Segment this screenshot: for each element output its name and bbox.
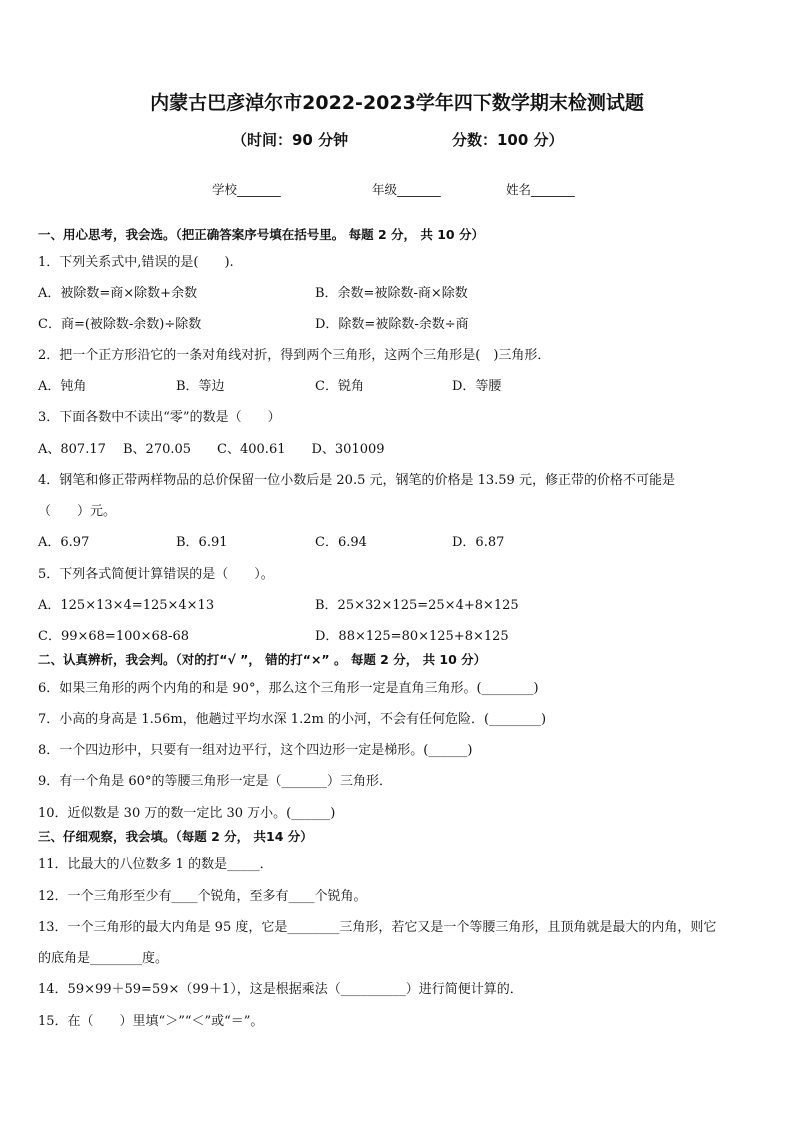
question-7: 7．小高的身高是 1.56m，他趟过平均水深 1.2m 的小河，不会有任何危险．(________): [38, 712, 547, 727]
question-13-continued: 的底角是________度。: [38, 951, 169, 966]
name-field: 姓名_______: [506, 182, 575, 197]
question-4-option-d: D．6.87: [452, 535, 505, 550]
question-14: 14．59×99＋59=59×（99＋1），这是根据乘法（__________）进行简便计算的．: [38, 982, 523, 997]
question-5-stem: 5．下列各式简便计算错误的是（ ）。: [38, 567, 274, 582]
question-9: 9．有一个角是 60°的等腰三角形一定是（_______）三角形．: [38, 774, 392, 789]
question-2-stem: 2．把一个正方形沿它的一条对角线对折，得到两个三角形，这两个三角形是( )三角形．: [38, 348, 551, 363]
question-5-option-b: B．25×32×125=25×4+8×125: [315, 598, 519, 613]
question-4-stem-continued: （ ）元。: [38, 504, 117, 519]
question-3-stem: 3．下面各数中不读出“零”的数是（ ）: [38, 410, 281, 425]
question-15: 15．在（ ）里填“＞”“＜”或“＝”。: [38, 1014, 264, 1029]
question-1-option-a: A．被除数=商×除数+余数: [38, 286, 198, 301]
exam-time: （时间：90 分钟: [232, 131, 349, 149]
question-5-option-c: C．99×68=100×68-68: [38, 629, 189, 644]
section-3-heading: 三、仔细观察，我会填。（每题 2 分， 共14 分）: [38, 829, 313, 844]
section-1-heading: 一、用心思考，我会选。（把正确答案序号填在括号里。 每题 2 分， 共 10 分）: [38, 227, 484, 242]
question-11: 11．比最大的八位数多 1 的数是_____．: [38, 857, 273, 872]
question-2-option-d: D．等腰: [452, 379, 502, 394]
exam-title: 内蒙古巴彦淖尔市2022-2023学年四下数学期末检测试题: [150, 92, 644, 114]
question-3-options: A、807.17 B、270.05 C、400.61 D、301009: [38, 442, 385, 457]
school-field: 学校_______: [212, 182, 281, 197]
exam-score: 分数：100 分）: [452, 131, 564, 149]
question-1-stem: 1．下列关系式中,错误的是( ).: [38, 255, 234, 270]
question-6: 6．如果三角形的两个内角的和是 90°，那么这个三角形一定是直角三角形。(________): [38, 681, 539, 696]
grade-field: 年级_______: [372, 182, 441, 197]
question-4-option-c: C．6.94: [315, 535, 367, 550]
question-12: 12．一个三角形至少有____个锐角，至多有____个锐角。: [38, 889, 367, 904]
question-1-option-c: C．商=(被除数-余数)÷除数: [38, 317, 202, 332]
question-10: 10．近似数是 30 万的数一定比 30 万小。(______): [38, 806, 336, 821]
question-13: 13．一个三角形的最大内角是 95 度，它是________三角形，若它又是一个等腰三角形，且顶角就是最大的内角，则它: [38, 920, 717, 935]
section-2-heading: 二、认真辨析，我会判。（对的打“√ ”， 错的打“×” 。 每题 2 分， 共 10 分）: [38, 652, 487, 667]
question-4-stem: 4．钢笔和修正带两样物品的总价保留一位小数后是 20.5 元，钢笔的价格是 13.59 元，修正带的价格不可能是: [38, 473, 675, 488]
question-2-option-b: B．等边: [176, 379, 225, 394]
question-5-option-a: A．125×13×4=125×4×13: [38, 598, 215, 613]
question-1-option-d: D．除数=被除数-余数÷商: [315, 317, 469, 332]
question-8: 8．一个四边形中，只要有一组对边平行，这个四边形一定是梯形。(______): [38, 743, 473, 758]
question-2-option-c: C．锐角: [315, 379, 364, 394]
question-2-option-a: A．钝角: [38, 379, 87, 394]
question-1-option-b: B．余数=被除数-商×除数: [315, 286, 468, 301]
question-4-option-b: B．6.91: [176, 535, 228, 550]
question-5-option-d: D．88×125=80×125+8×125: [315, 629, 509, 644]
question-4-option-a: A．6.97: [38, 535, 90, 550]
